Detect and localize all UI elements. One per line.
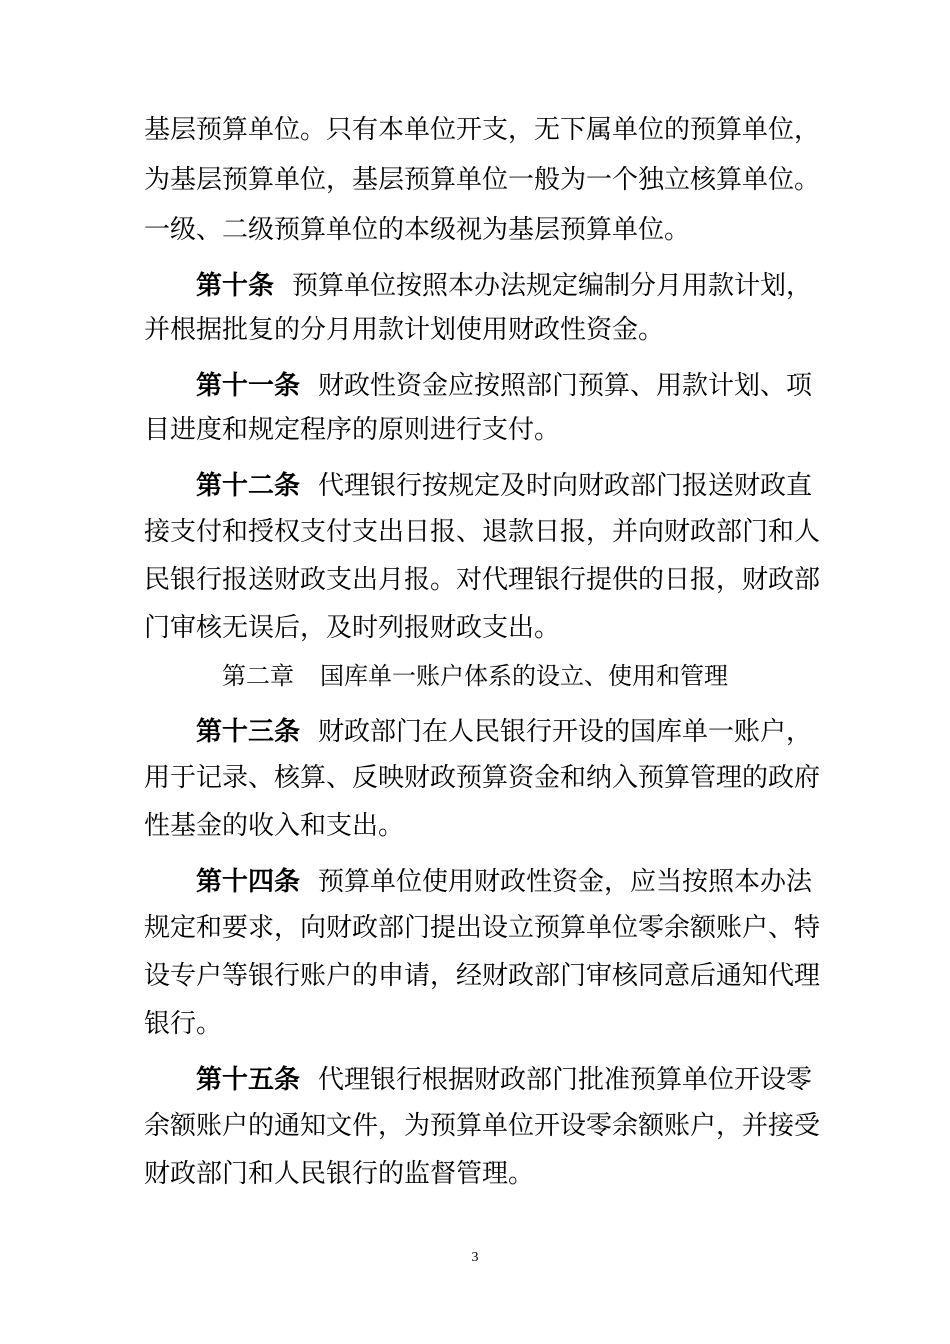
article-11-first-line [196, 366, 812, 406]
text-line: 基层预算单位。只有本单位开支，无下属单位的预算单位， [144, 115, 821, 145]
chapter-title: 国库单一账户体系的设立、使用和管理 [320, 662, 728, 690]
text-line: 目进度和规定程序的原则进行支付。 [144, 415, 561, 445]
text-line: 性基金的收入和支出。 [144, 811, 405, 841]
article-12-first-line [196, 466, 812, 506]
article-14-first-line [196, 862, 812, 902]
text-line: 为基层预算单位，基层预算单位一般为一个独立核算单位。 [144, 165, 821, 195]
article-14-heading: 第十四条 [196, 867, 301, 897]
text-line: 财政部门和人民银行的监督管理。 [144, 1159, 535, 1189]
article-11-heading: 第十一条 [196, 371, 301, 401]
text-line: 接支付和授权支付支出日报、退款日报，并向财政部门和人 [144, 517, 821, 547]
text-line: 代理银行根据财政部门批准预算单位开设零 [318, 1065, 813, 1095]
chapter-heading [222, 658, 728, 694]
text-line: 代理银行按规定及时向财政部门报送财政直 [318, 471, 813, 501]
chapter-number: 第二章 [222, 662, 294, 690]
article-15-first-line [196, 1060, 812, 1100]
text-line: 设专户等银行账户的申请，经财政部门审核同意后通知代理 [144, 961, 821, 991]
article-13-first-line [196, 712, 812, 752]
text-line: 门审核无误后，及时列报财政支出。 [144, 613, 561, 643]
article-12-heading: 第十二条 [196, 471, 301, 501]
article-10-first-line [196, 266, 812, 306]
text-line: 余额账户的通知文件，为预算单位开设零余额账户，并接受 [144, 1111, 821, 1141]
text-line: 一级、二级预算单位的本级视为基层预算单位。 [144, 215, 691, 245]
page-number: 3 [471, 1250, 479, 1265]
text-line: 预算单位使用财政性资金，应当按照本办法 [318, 867, 813, 897]
text-line: 财政部门在人民银行开设的国库单一账户， [318, 717, 813, 747]
article-13-heading: 第十三条 [196, 717, 301, 747]
text-line: 用于记录、核算、反映财政预算资金和纳入预算管理的政府 [144, 763, 821, 793]
text-line: 财政性资金应按照部门预算、用款计划、项 [318, 371, 813, 401]
text-line: 预算单位按照本办法规定编制分月用款计划， [292, 271, 813, 301]
text-line: 规定和要求，向财政部门提出设立预算单位零余额账户、特 [144, 913, 821, 943]
text-line: 并根据批复的分月用款计划使用财政性资金。 [144, 315, 665, 345]
text-line: 银行。 [144, 1009, 223, 1039]
text-line: 民银行报送财政支出月报。对代理银行提供的日报，财政部 [144, 565, 821, 595]
article-15-heading: 第十五条 [196, 1065, 301, 1095]
article-10-heading: 第十条 [196, 271, 275, 301]
